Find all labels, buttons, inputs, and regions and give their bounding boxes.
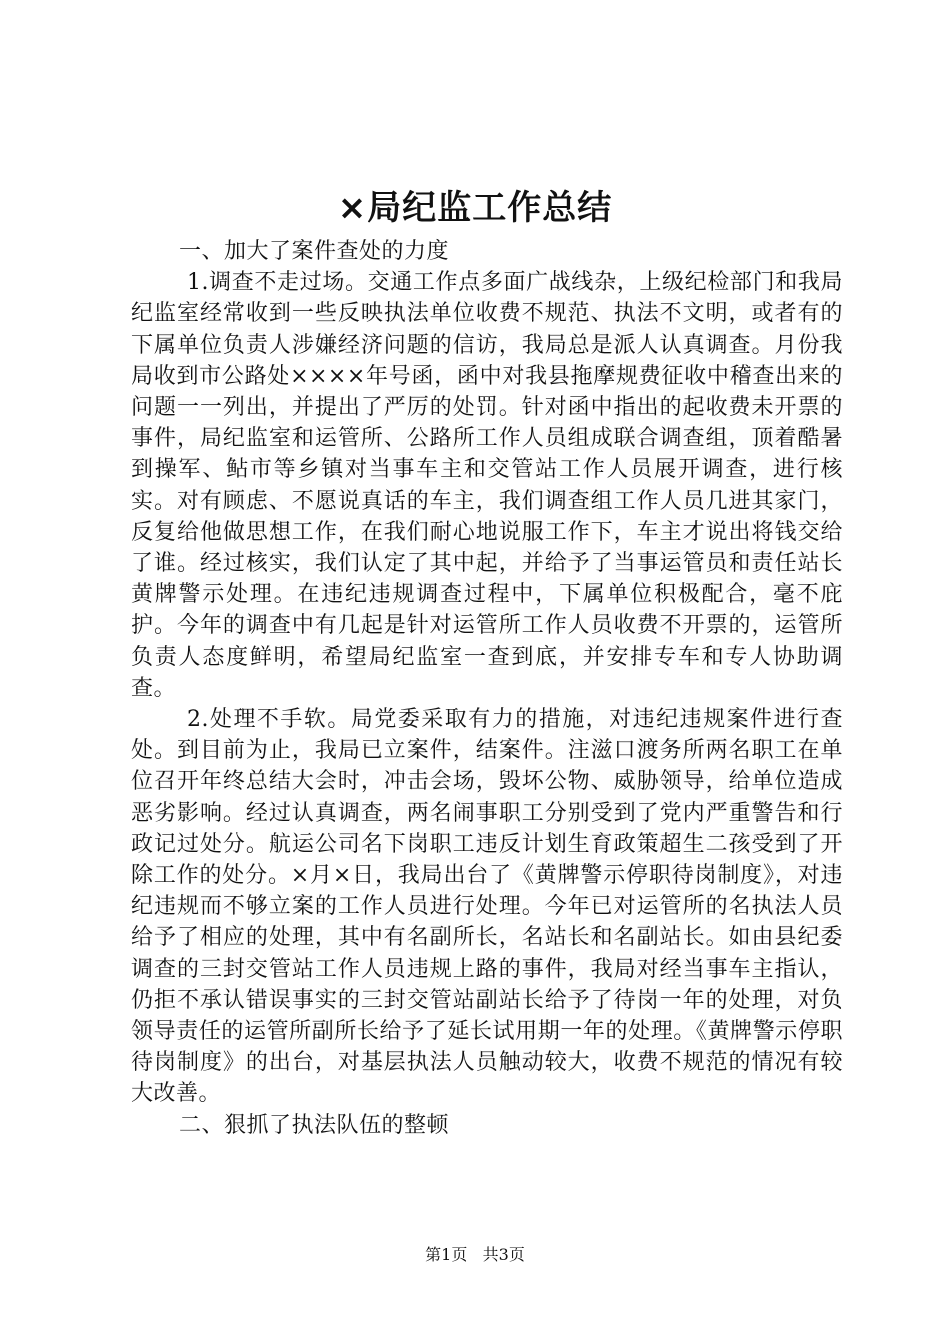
document-title: ×局纪监工作总结 [337,188,613,228]
page-number: 第1页 [425,1245,468,1264]
section-heading-1: 一、加大了案件查处的力度 [179,239,450,264]
paragraph-1: 1.调查不走过场。交通工作点多面广战线杂，上级纪检部门和我局纪监室经常收到一些反映执法单位收费不规范、执法不文明，或者有的下属单位负责人涉嫌经济问题的信访，我局总是派人认真调查。月份我局收到市公路处××××年号函，函中对我县拖摩规费征收中稽查出来的问题一一列出，并提出了严厉的处罚。针对函中指出的起收费未开票的事件，局纪监室和运管所、公路所工作人员组成联合调查组，顶着酷暑到操军、鲇市等乡镇对当事车主和交管站工作人员展开调查，进行核实。对有顾虑、不愿说真话的车主，我们调查组工作人员几进其家门，反复给他做思想工作，在我们耐心地说服工作下，车主才说出将钱交给了谁。经过核实，我们认定了其中起，并给予了当事运管员和责任站长黄牌警示处理。在违纪违规调查过程中，下属单位积极配合，毫不庇护。今年的调查中有几起是针对运管所工作人员收费不开票的，运管所负责人态度鲜明，希望局纪监室一查到底，并安排专车和专人协助调查。 [131,270,843,701]
document-body [131,236,843,1141]
paragraph-2: 2.处理不手软。局党委采取有力的措施，对违纪违规案件进行查处。到目前为止，我局已立案件，结案件。注滋口渡务所两名职工在单位召开年终总结大会时，冲击会场，毁坏公物、威胁领导，给单位造成恶劣影响。经过认真调查，两名闹事职工分别受到了党内严重警告和行政记过处分。航运公司名下岗职工违反计划生育政策超生二孩受到了开除工作的处分。×月×日，我局出台了《黄牌警示停职待岗制度》，对违纪违规而不够立案的工作人员进行处理。今年已对运管所的名执法人员给予了相应的处理，其中有名副所长，名站长和名副站长。如由县纪委调查的三封交管站工作人员违规上路的事件，我局对经当事车主指认，仍拒不承认错误事实的三封交管站副站长给予了待岗一年的处理，对负领导责任的运管所副所长给予了延长试用期一年的处理。《黄牌警示停职待岗制度》的出台，对基层执法人员触动较大，收费不规范的情况有较大改善。 [131,707,843,1107]
page-separator [472,1245,477,1264]
total-pages: 共3页 [482,1245,525,1264]
section-heading-2: 二、狠抓了执法队伍的整顿 [179,1112,450,1138]
page-footer [0,1242,950,1265]
